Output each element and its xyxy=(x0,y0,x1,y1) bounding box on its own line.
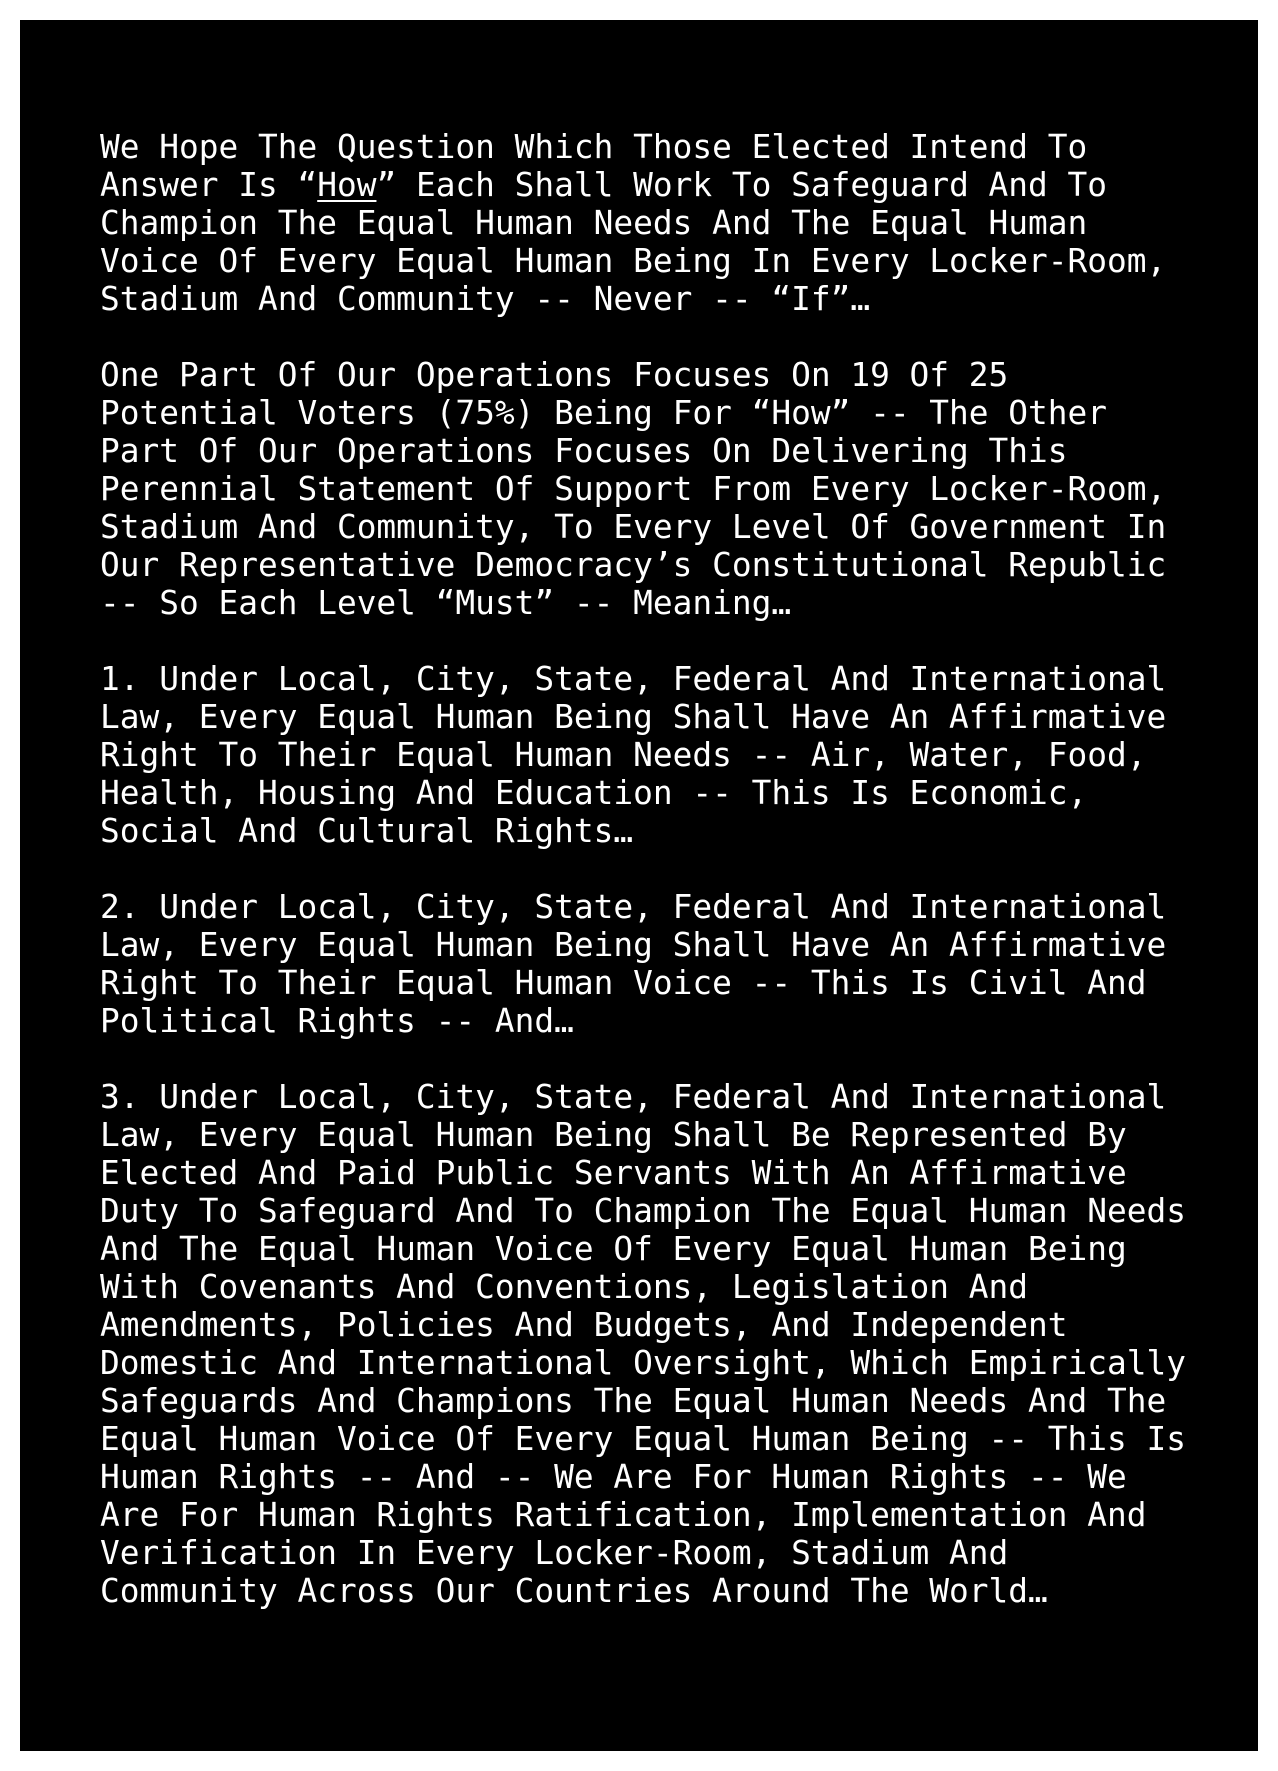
text-segment: Champion The Equal Human Needs And The Equal Human xyxy=(100,204,1088,242)
text-segment: Equal Human Voice Of Every Equal Human Being -- This Is xyxy=(100,1420,1186,1458)
text-line xyxy=(100,1382,1240,1420)
text-segment: 3. Under Local, City, State, Federal And International xyxy=(100,1078,1167,1116)
text-segment: Right To Their Equal Human Needs -- Air, Water, Food, xyxy=(100,736,1147,774)
document-body xyxy=(100,128,1240,1610)
text-line xyxy=(100,1192,1240,1230)
text-segment: Domestic And International Oversight, Which Empirically xyxy=(100,1344,1186,1382)
text-segment: Stadium And Community, To Every Level Of Government In xyxy=(100,508,1167,546)
text-segment: Potential Voters (75%) Being For “How” -- The Other xyxy=(100,394,1108,432)
text-line xyxy=(100,888,1240,926)
text-segment: Verification In Every Locker-Room, Stadium And xyxy=(100,1534,1009,1572)
text-line xyxy=(100,698,1240,736)
text-line xyxy=(100,1344,1240,1382)
text-segment: Law, Every Equal Human Being Shall Have An Affirmative xyxy=(100,926,1167,964)
text-line xyxy=(100,280,1240,318)
text-line xyxy=(100,1154,1240,1192)
paragraph-2 xyxy=(100,356,1240,622)
text-segment: Duty To Safeguard And To Champion The Equal Human Needs xyxy=(100,1192,1186,1230)
text-segment: Law, Every Equal Human Being Shall Have An Affirmative xyxy=(100,698,1167,736)
text-line xyxy=(100,128,1240,166)
text-line xyxy=(100,470,1240,508)
text-line xyxy=(100,432,1240,470)
text-line xyxy=(100,774,1240,812)
text-line xyxy=(100,1572,1240,1610)
text-segment: Right To Their Equal Human Voice -- This Is Civil And xyxy=(100,964,1147,1002)
text-line xyxy=(100,356,1240,394)
text-segment: 1. Under Local, City, State, Federal And International xyxy=(100,660,1167,698)
text-line xyxy=(100,508,1240,546)
text-segment: ” Each Shall Work To Safeguard And To xyxy=(376,166,1108,204)
text-segment: Part Of Our Operations Focuses On Delivering This xyxy=(100,432,1068,470)
text-line xyxy=(100,584,1240,622)
text-line xyxy=(100,812,1240,850)
text-segment: Stadium And Community -- Never -- “If”… xyxy=(100,280,871,318)
text-segment: Our Representative Democracy’s Constitutional Republic xyxy=(100,546,1167,584)
text-line xyxy=(100,1496,1240,1534)
underlined-word: How xyxy=(317,166,377,204)
document-card xyxy=(20,20,1258,1751)
text-segment: Health, Housing And Education -- This Is Economic, xyxy=(100,774,1088,812)
text-line xyxy=(100,1306,1240,1344)
text-segment: And The Equal Human Voice Of Every Equal Human Being xyxy=(100,1230,1127,1268)
text-segment: Perennial Statement Of Support From Every Locker-Room, xyxy=(100,470,1167,508)
text-line xyxy=(100,660,1240,698)
text-line xyxy=(100,1534,1240,1572)
text-segment: Elected And Paid Public Servants With An Affirmative xyxy=(100,1154,1127,1192)
text-line xyxy=(100,964,1240,1002)
text-segment: Voice Of Every Equal Human Being In Every Locker-Room, xyxy=(100,242,1167,280)
text-line xyxy=(100,394,1240,432)
text-segment: Amendments, Policies And Budgets, And Independent xyxy=(100,1306,1068,1344)
text-line xyxy=(100,1116,1240,1154)
text-segment: Law, Every Equal Human Being Shall Be Represented By xyxy=(100,1116,1127,1154)
text-line xyxy=(100,1268,1240,1306)
text-line xyxy=(100,1078,1240,1116)
text-segment: With Covenants And Conventions, Legislation And xyxy=(100,1268,1029,1306)
text-line xyxy=(100,242,1240,280)
text-segment: Answer Is “ xyxy=(100,166,318,204)
text-line xyxy=(100,1458,1240,1496)
text-segment: Safeguards And Champions The Equal Human Needs And The xyxy=(100,1382,1167,1420)
text-line xyxy=(100,926,1240,964)
text-line xyxy=(100,546,1240,584)
text-line xyxy=(100,736,1240,774)
text-line xyxy=(100,1420,1240,1458)
text-line xyxy=(100,166,1240,204)
paragraph-1 xyxy=(100,128,1240,318)
text-line xyxy=(100,1002,1240,1040)
text-segment: Social And Cultural Rights… xyxy=(100,812,634,850)
paragraph-3 xyxy=(100,660,1240,850)
text-segment: Community Across Our Countries Around The World… xyxy=(100,1572,1048,1610)
text-segment: One Part Of Our Operations Focuses On 19 Of 25 xyxy=(100,356,1009,394)
text-segment: Are For Human Rights Ratification, Implementation And xyxy=(100,1496,1147,1534)
text-segment: 2. Under Local, City, State, Federal And International xyxy=(100,888,1167,926)
text-segment: Human Rights -- And -- We Are For Human Rights -- We xyxy=(100,1458,1127,1496)
paragraph-4 xyxy=(100,888,1240,1040)
text-line xyxy=(100,1230,1240,1268)
text-segment: -- So Each Level “Must” -- Meaning… xyxy=(100,584,792,622)
text-segment: Political Rights -- And… xyxy=(100,1002,574,1040)
paragraph-5 xyxy=(100,1078,1240,1610)
text-line xyxy=(100,204,1240,242)
text-segment: We Hope The Question Which Those Elected Intend To xyxy=(100,128,1088,166)
